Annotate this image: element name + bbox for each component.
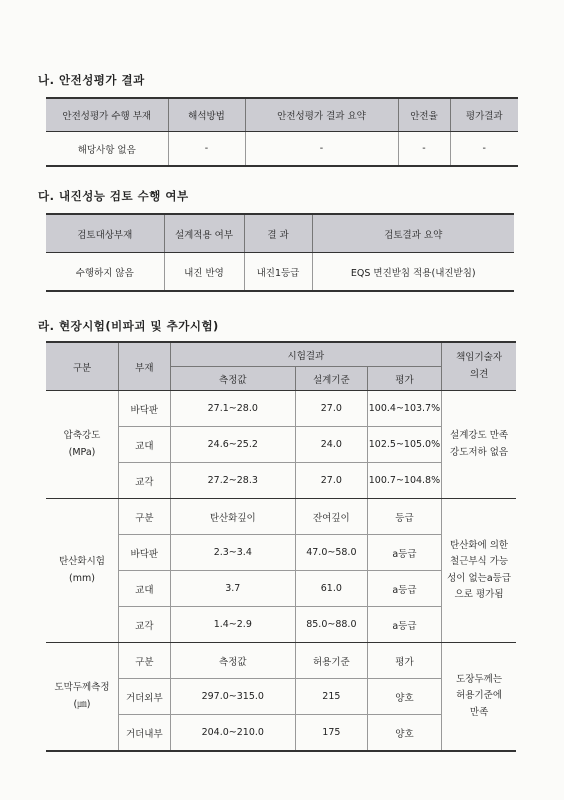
table-cell: a등급 <box>367 535 441 571</box>
carbonation-opinion: 탄산화에 의한 철근부식 가능 성이 없는a등급 으로 평가됨 <box>442 499 516 643</box>
carbonation-label: 탄산화시험 (mm) <box>46 499 119 643</box>
table-row <box>46 643 516 679</box>
header-category: 구분 <box>46 342 119 391</box>
coating-opinion: 도장두께는 허용기준에 만족 <box>442 643 516 752</box>
header-cell: 안전율 <box>398 98 450 132</box>
table-cell: 204.0~210.0 <box>170 715 295 752</box>
section-title-seismic: 다. 내진성능 검토 수행 여부 <box>38 189 189 203</box>
table-cell: 24.0 <box>295 427 367 463</box>
table-cell: 27.0 <box>295 391 367 427</box>
header-cell: 평가결과 <box>450 98 518 132</box>
table-cell: 100.4~103.7% <box>367 391 441 427</box>
table-cell: 215 <box>295 679 367 715</box>
table-cell: 24.6~25.2 <box>170 427 295 463</box>
header-opinion: 책임기술자 의견 <box>442 342 516 391</box>
table-cell: 175 <box>295 715 367 752</box>
compressive-label: 압축강도 (MPa) <box>46 391 119 499</box>
header-evaluation: 평가 <box>367 367 441 391</box>
header-cell: 안전성평가 수행 부재 <box>46 98 168 132</box>
table-cell: 교대 <box>119 571 171 607</box>
table-cell: 내진 반영 <box>164 253 244 292</box>
table-cell: 27.1~28.0 <box>170 391 295 427</box>
table-cell: 27.2~28.3 <box>170 463 295 499</box>
table-cell: 3.7 <box>170 571 295 607</box>
table-cell: 100.7~104.8% <box>367 463 441 499</box>
seismic-review-table <box>46 213 514 292</box>
table-header-row <box>46 214 514 253</box>
table-cell: a등급 <box>367 571 441 607</box>
subheader-cell: 잔여깊이 <box>295 499 367 535</box>
table-row <box>46 391 516 427</box>
subheader-cell: 평가 <box>367 643 441 679</box>
table-cell: 수행하지 않음 <box>46 253 164 292</box>
subheader-cell: 구분 <box>119 499 171 535</box>
section-title-field-test: 라. 현장시험(비파괴 및 추가시험) <box>38 319 219 333</box>
table-cell: 47.0~58.0 <box>295 535 367 571</box>
table-cell: 거더내부 <box>119 715 171 752</box>
table-cell: 내진1등급 <box>244 253 312 292</box>
table-cell: 2.3~3.4 <box>170 535 295 571</box>
table-cell: 거더외부 <box>119 679 171 715</box>
field-test-table <box>46 341 516 752</box>
compressive-opinion: 설계강도 만족 강도저하 없음 <box>442 391 516 499</box>
header-cell: 설계적용 여부 <box>164 214 244 253</box>
header-cell: 결 과 <box>244 214 312 253</box>
table-cell: 교각 <box>119 463 171 499</box>
subheader-cell: 탄산화깊이 <box>170 499 295 535</box>
header-cell: 해석방법 <box>168 98 245 132</box>
subheader-cell: 측정값 <box>170 643 295 679</box>
header-design: 설계기준 <box>295 367 367 391</box>
table-cell: - <box>398 132 450 167</box>
table-cell: a등급 <box>367 607 441 643</box>
table-row <box>46 132 518 167</box>
header-results: 시험결과 <box>170 342 442 367</box>
table-cell: 해당사항 없음 <box>46 132 168 167</box>
coating-label: 도막두께측정 (㎛) <box>46 643 119 752</box>
table-cell: 바닥판 <box>119 535 171 571</box>
header-cell: 안전성평가 결과 요약 <box>245 98 398 132</box>
safety-evaluation-table <box>46 97 518 167</box>
table-cell: 297.0~315.0 <box>170 679 295 715</box>
subheader-cell: 허용기준 <box>295 643 367 679</box>
subheader-cell: 구분 <box>119 643 171 679</box>
table-cell: 바닥판 <box>119 391 171 427</box>
table-cell: 교각 <box>119 607 171 643</box>
header-cell: 검토결과 요약 <box>312 214 514 253</box>
table-cell: 102.5~105.0% <box>367 427 441 463</box>
table-cell: 85.0~88.0 <box>295 607 367 643</box>
table-cell: 61.0 <box>295 571 367 607</box>
table-cell: 1.4~2.9 <box>170 607 295 643</box>
table-cell: 양호 <box>367 679 441 715</box>
table-cell: EQS 면진받침 적용(내진받침) <box>312 253 514 292</box>
header-measured: 측정값 <box>170 367 295 391</box>
table-header-row <box>46 98 518 132</box>
table-cell: 교대 <box>119 427 171 463</box>
table-cell: - <box>168 132 245 167</box>
section-title-safety: 나. 안전성평가 결과 <box>38 73 145 87</box>
table-cell: 27.0 <box>295 463 367 499</box>
table-header-row <box>46 342 516 367</box>
header-member: 부재 <box>119 342 171 391</box>
table-cell: 양호 <box>367 715 441 752</box>
subheader-cell: 등급 <box>367 499 441 535</box>
header-cell: 검토대상부재 <box>46 214 164 253</box>
table-row <box>46 253 514 292</box>
table-row <box>46 499 516 535</box>
table-cell: - <box>245 132 398 167</box>
table-cell: - <box>450 132 518 167</box>
